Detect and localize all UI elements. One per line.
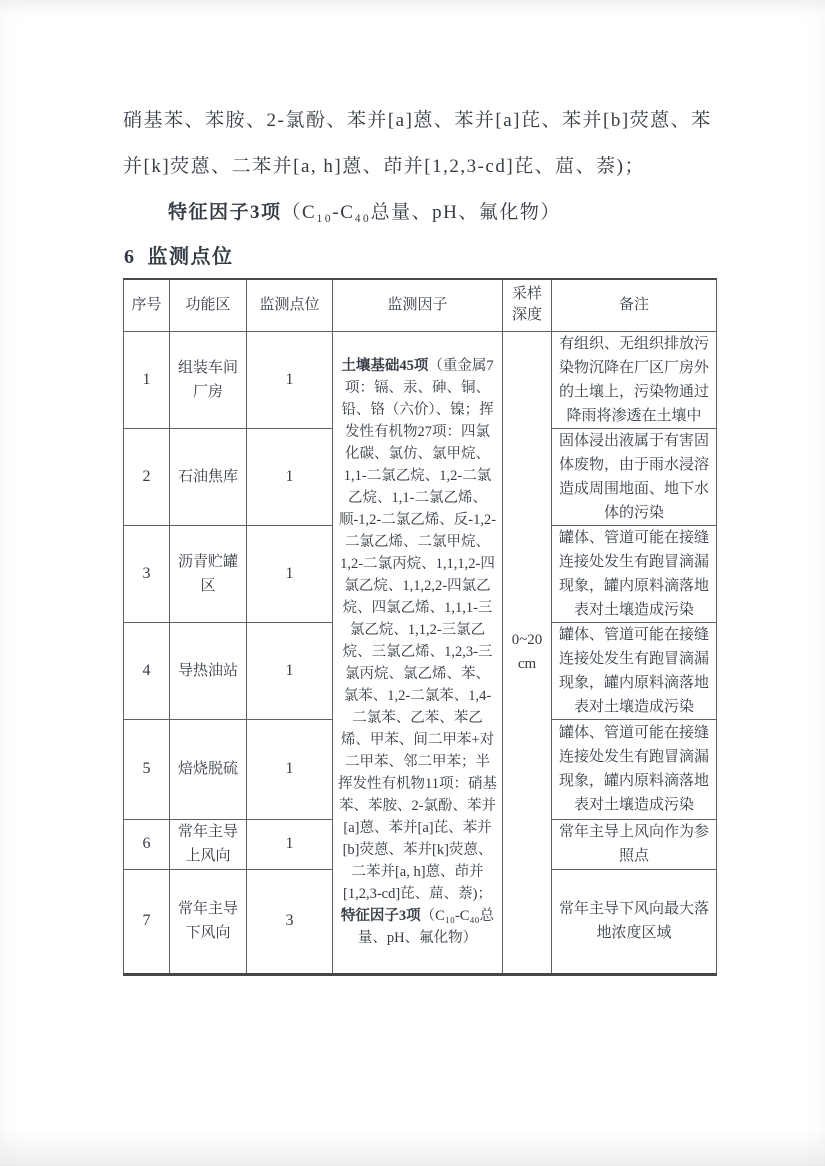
serial-cell: 7 [124, 869, 170, 974]
header-cell-remarks: 备注 [552, 279, 717, 331]
serial-cell: 6 [124, 819, 170, 869]
points-cell: 1 [247, 331, 333, 428]
intro-line-1: 硝基苯、苯胺、2-氯酚、苯并[a]蒽、苯并[a]芘、苯并[b]荧蒽、苯 [123, 110, 712, 131]
serial-cell: 4 [124, 622, 170, 719]
header-cell-functional-area: 功能区 [170, 279, 247, 331]
points-cell: 1 [247, 622, 333, 719]
area-cell: 组装车间厂房 [170, 331, 247, 428]
monitoring-points-table [123, 278, 717, 976]
area-cell: 常年主导上风向 [170, 819, 247, 869]
monitoring-factors-cell: 土壤基础45项（重金属7项：镉、汞、砷、铜、铅、铬（六价）、镍；挥发性有机物27项：四氯化碳、氯仿、氯甲烷、1,1-二氯乙烷、1,2-二氯乙烷、1,1-二氯乙烯、顺-1,2-二氯乙烯、反-1,2-二氯乙烯、二氯甲烷、1,2-二氯丙烷、1,1,1,2-四氯乙烷、1,1,2,2-四氯乙烷、四氯乙烯、1,1,1-三氯乙烷、1,1,2-三氯乙烷、三氯乙烯、1,2,3-三氯丙烷、氯乙烯、苯、氯苯、1,2-二氯苯、1,4-二氯苯、乙苯、苯乙烯、甲苯、间二甲苯+对二甲苯、邻二甲苯；半挥发性有机物11项：硝基苯、苯胺、2-氯酚、苯并[a]蒽、苯并[a]芘、苯并[b]荧蒽、苯并[k]荧蒽、二苯并[a, h]蒽、茚并[1,2,3-cd]芘、䓛、萘)；特征因子3项（C₁₀-C₄₀总量、pH、氟化物） [333, 331, 503, 974]
section-heading [124, 240, 234, 269]
area-cell: 沥青贮罐区 [170, 525, 247, 622]
serial-cell: 5 [124, 719, 170, 819]
sampling-depth-cell: 0~20 cm [503, 331, 552, 974]
table-row [124, 331, 717, 428]
table-header-row [124, 279, 717, 331]
area-cell: 导热油站 [170, 622, 247, 719]
remark-cell: 有组织、无组织排放污染物沉降在厂区厂房外的土壤上，污染物通过降雨将渗透在土壤中 [552, 331, 717, 428]
remark-cell: 固体浸出液属于有害固体废物，由于雨水浸溶造成周围地面、地下水体的污染 [552, 428, 717, 525]
points-cell: 1 [247, 719, 333, 819]
remark-cell: 罐体、管道可能在接缝连接处发生有跑冒滴漏现象，罐内原料滴落地表对土壤造成污染 [552, 719, 717, 819]
points-cell: 1 [247, 428, 333, 525]
remark-cell: 常年主导上风向作为参照点 [552, 819, 717, 869]
section-title: 监测点位 [147, 246, 234, 268]
header-cell-monitoring-factors: 监测因子 [333, 279, 503, 331]
header-cell-sampling-depth: 采样深度 [503, 279, 552, 331]
points-cell: 1 [247, 819, 333, 869]
area-cell: 焙烧脱硫 [170, 719, 247, 819]
intro-paragraph [123, 98, 712, 236]
header-cell-serial: 序号 [124, 279, 170, 331]
area-cell: 常年主导下风向 [170, 869, 247, 974]
remark-cell: 常年主导下风向最大落地浓度区域 [552, 869, 717, 974]
serial-cell: 1 [124, 331, 170, 428]
intro-line-2: 并[k]荧蒽、二苯并[a, h]蒽、茚并[1,2,3-cd]芘、䓛、萘)； [123, 156, 645, 177]
points-cell: 3 [247, 869, 333, 974]
serial-cell: 2 [124, 428, 170, 525]
section-number: 6 [124, 246, 136, 268]
serial-cell: 3 [124, 525, 170, 622]
remark-cell: 罐体、管道可能在接缝连接处发生有跑冒滴漏现象，罐内原料滴落地表对土壤造成污染 [552, 525, 717, 622]
area-cell: 石油焦库 [170, 428, 247, 525]
intro-line-3: 特征因子3项（C₁₀-C₄₀总量、pH、氟化物） [168, 202, 561, 223]
header-cell-monitoring-points: 监测点位 [247, 279, 333, 331]
points-cell: 1 [247, 525, 333, 622]
remark-cell: 罐体、管道可能在接缝连接处发生有跑冒滴漏现象，罐内原料滴落地表对土壤造成污染 [552, 622, 717, 719]
